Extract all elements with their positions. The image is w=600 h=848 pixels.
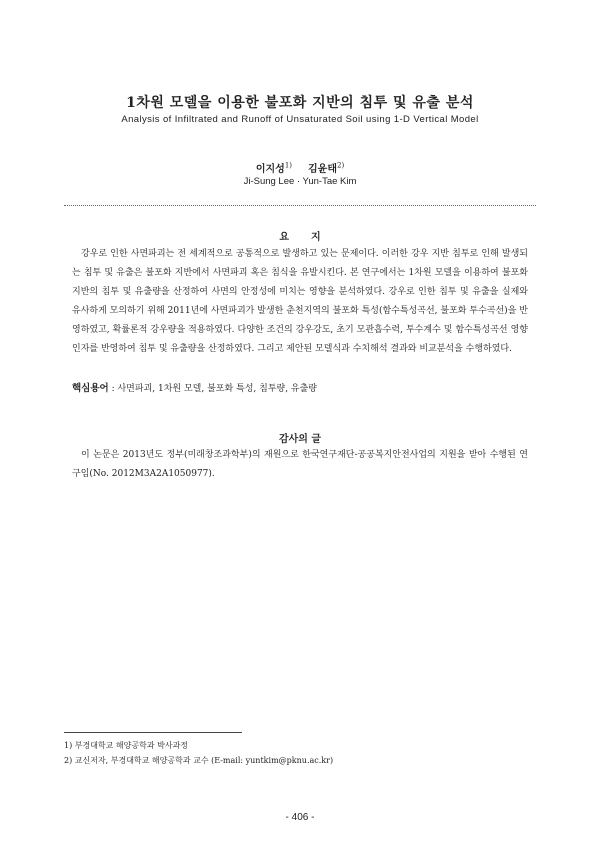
acknowledgement-body: 이 논문은 2013년도 정부(미래창조과학부)의 재원으로 한국연구재단-공공복지안전사업의 지원을 받아 수행된 연구임(No. 2012M3A2A1050977). [72,450,528,479]
section-divider [64,205,536,206]
keywords-line [72,379,528,399]
author-affiliation-mark: 2) [336,161,345,170]
page-number: - 406 - [285,812,315,823]
author-list-english: Ji-Sung Lee · Yun-Tae Kim [243,176,357,187]
paper-title-korean: 1차원 모델을 이용한 불포화 지반의 침투 및 유출 분석 [126,95,474,111]
author-affiliation-mark: 1) [284,161,292,170]
keywords-label: 핵심용어 [72,383,109,394]
footnote-item: 2) 교신저자, 부경대학교 해양공학과 교수 (E-mail: yuntkim@pknu.ac.kr) [64,756,334,765]
keywords-text: 사면파괴, 1차원 모델, 불포화 특성, 침투량, 유출량 [117,384,318,394]
author-name: 김윤태 [308,164,337,175]
acknowledgement-heading: 감사의 글 [278,434,322,445]
author-name: 이지성 [255,164,285,175]
footnote-item: 1) 부경대학교 해양공학과 박사과정 [64,741,189,750]
footnote-divider [64,732,242,733]
abstract-heading: 요지 [279,232,343,243]
author-list-korean [0,160,600,175]
abstract-body: 강우로 인한 사면파괴는 전 세계적으로 공통적으로 발생하고 있는 문제이다. 이러한 강우 지반 침투로 인해 발생되는 침투 및 유출은 불포화 지반에서 사면파괴 혹은 침식을 유발시킨다. 본 연구에서는 1차원 모델을 이용하여 불포화 지반의 침투 및 유출량을 산정하여 사면의 안정성에 미치는 영향을 분석하였다. 강우로 인한 침투 및 유출을 실제와 유사하게 모의하기 위해 2011년에 사면파괴가 발생한 춘천지역의 불포화 특성(함수특성곡선, 불포화 투수곡선)을 반영하였고, 확률론적 강우량을 적용하였다. 다양한 조건의 강우강도, 초기 모관흡수력, 투수계수 및 함수특성곡선 영향인자를 반영하여 침투 및 유출량을 산정하였다. 그리고 제안된 모델식과 수치해석 결과와 비교분석을 수행하였다. [72,249,528,354]
paper-title-english: Analysis of Infiltrated and Runoff of Unsaturated Soil using 1-D Vertical Model [121,114,479,125]
footnotes [64,738,536,768]
keywords-separator: : [108,384,118,394]
